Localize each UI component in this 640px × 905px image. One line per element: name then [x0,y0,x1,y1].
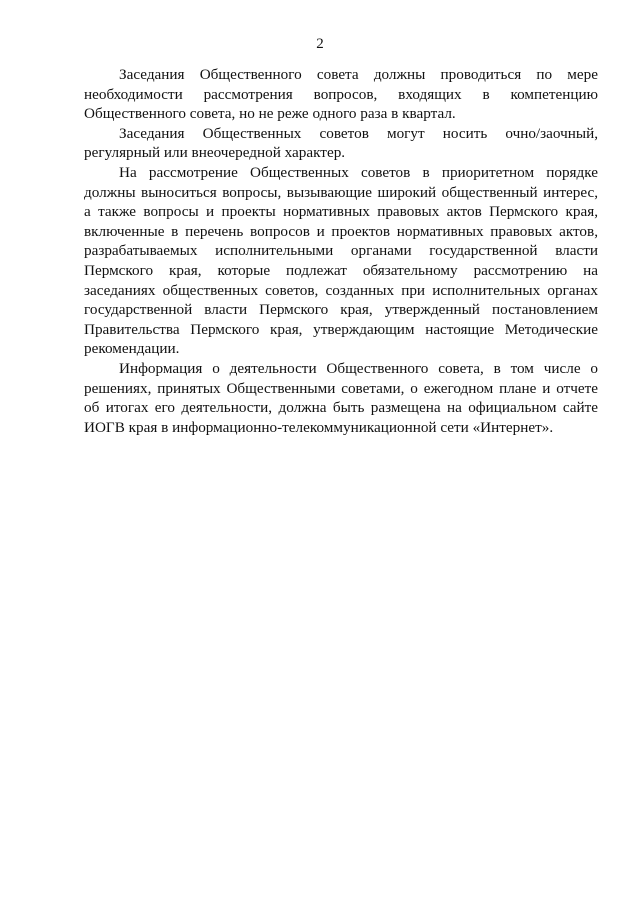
page-number: 2 [316,36,324,52]
paragraph-meetings-frequency: Заседания Общественного совета должны проводиться по мере необходимости рассмотрения вопросов, входящих в компетенцию Общественного совета, но не реже одного раза в квартал. [84,66,598,123]
paragraph-priority-issues: На рассмотрение Общественных советов в приоритетном порядке должны выноситься вопросы, вызывающие широкий общественный интерес, а также вопросы и проекты нормативных правовых актов Пермского края, включенные в перечень вопросов и проектов нормативных правовых актов, разрабатываемых исполнительными органами государственной власти Пермского края, которые подлежат обязательному рассмотрению на заседаниях общественных советов, созданных при исполнительных органах государственной власти Пермского края, утвержденный постановлением Правительства Пермского края, утверждающим настоящие Методические рекомендации. [84,163,598,358]
paragraph-information-publication: Информация о деятельности Общественного совета, в том числе о решениях, принятых Общественными советами, о ежегодном плане и отчете об итогах его деятельности, должна быть размещена на официальном сайте ИОГВ края в информационно-телекоммуникационной сети «Интернет». [84,359,598,436]
paragraph-meetings-format: Заседания Общественных советов могут носить очно/заочный, регулярный или внеочередной характер. [84,124,598,162]
document-body [84,65,598,437]
